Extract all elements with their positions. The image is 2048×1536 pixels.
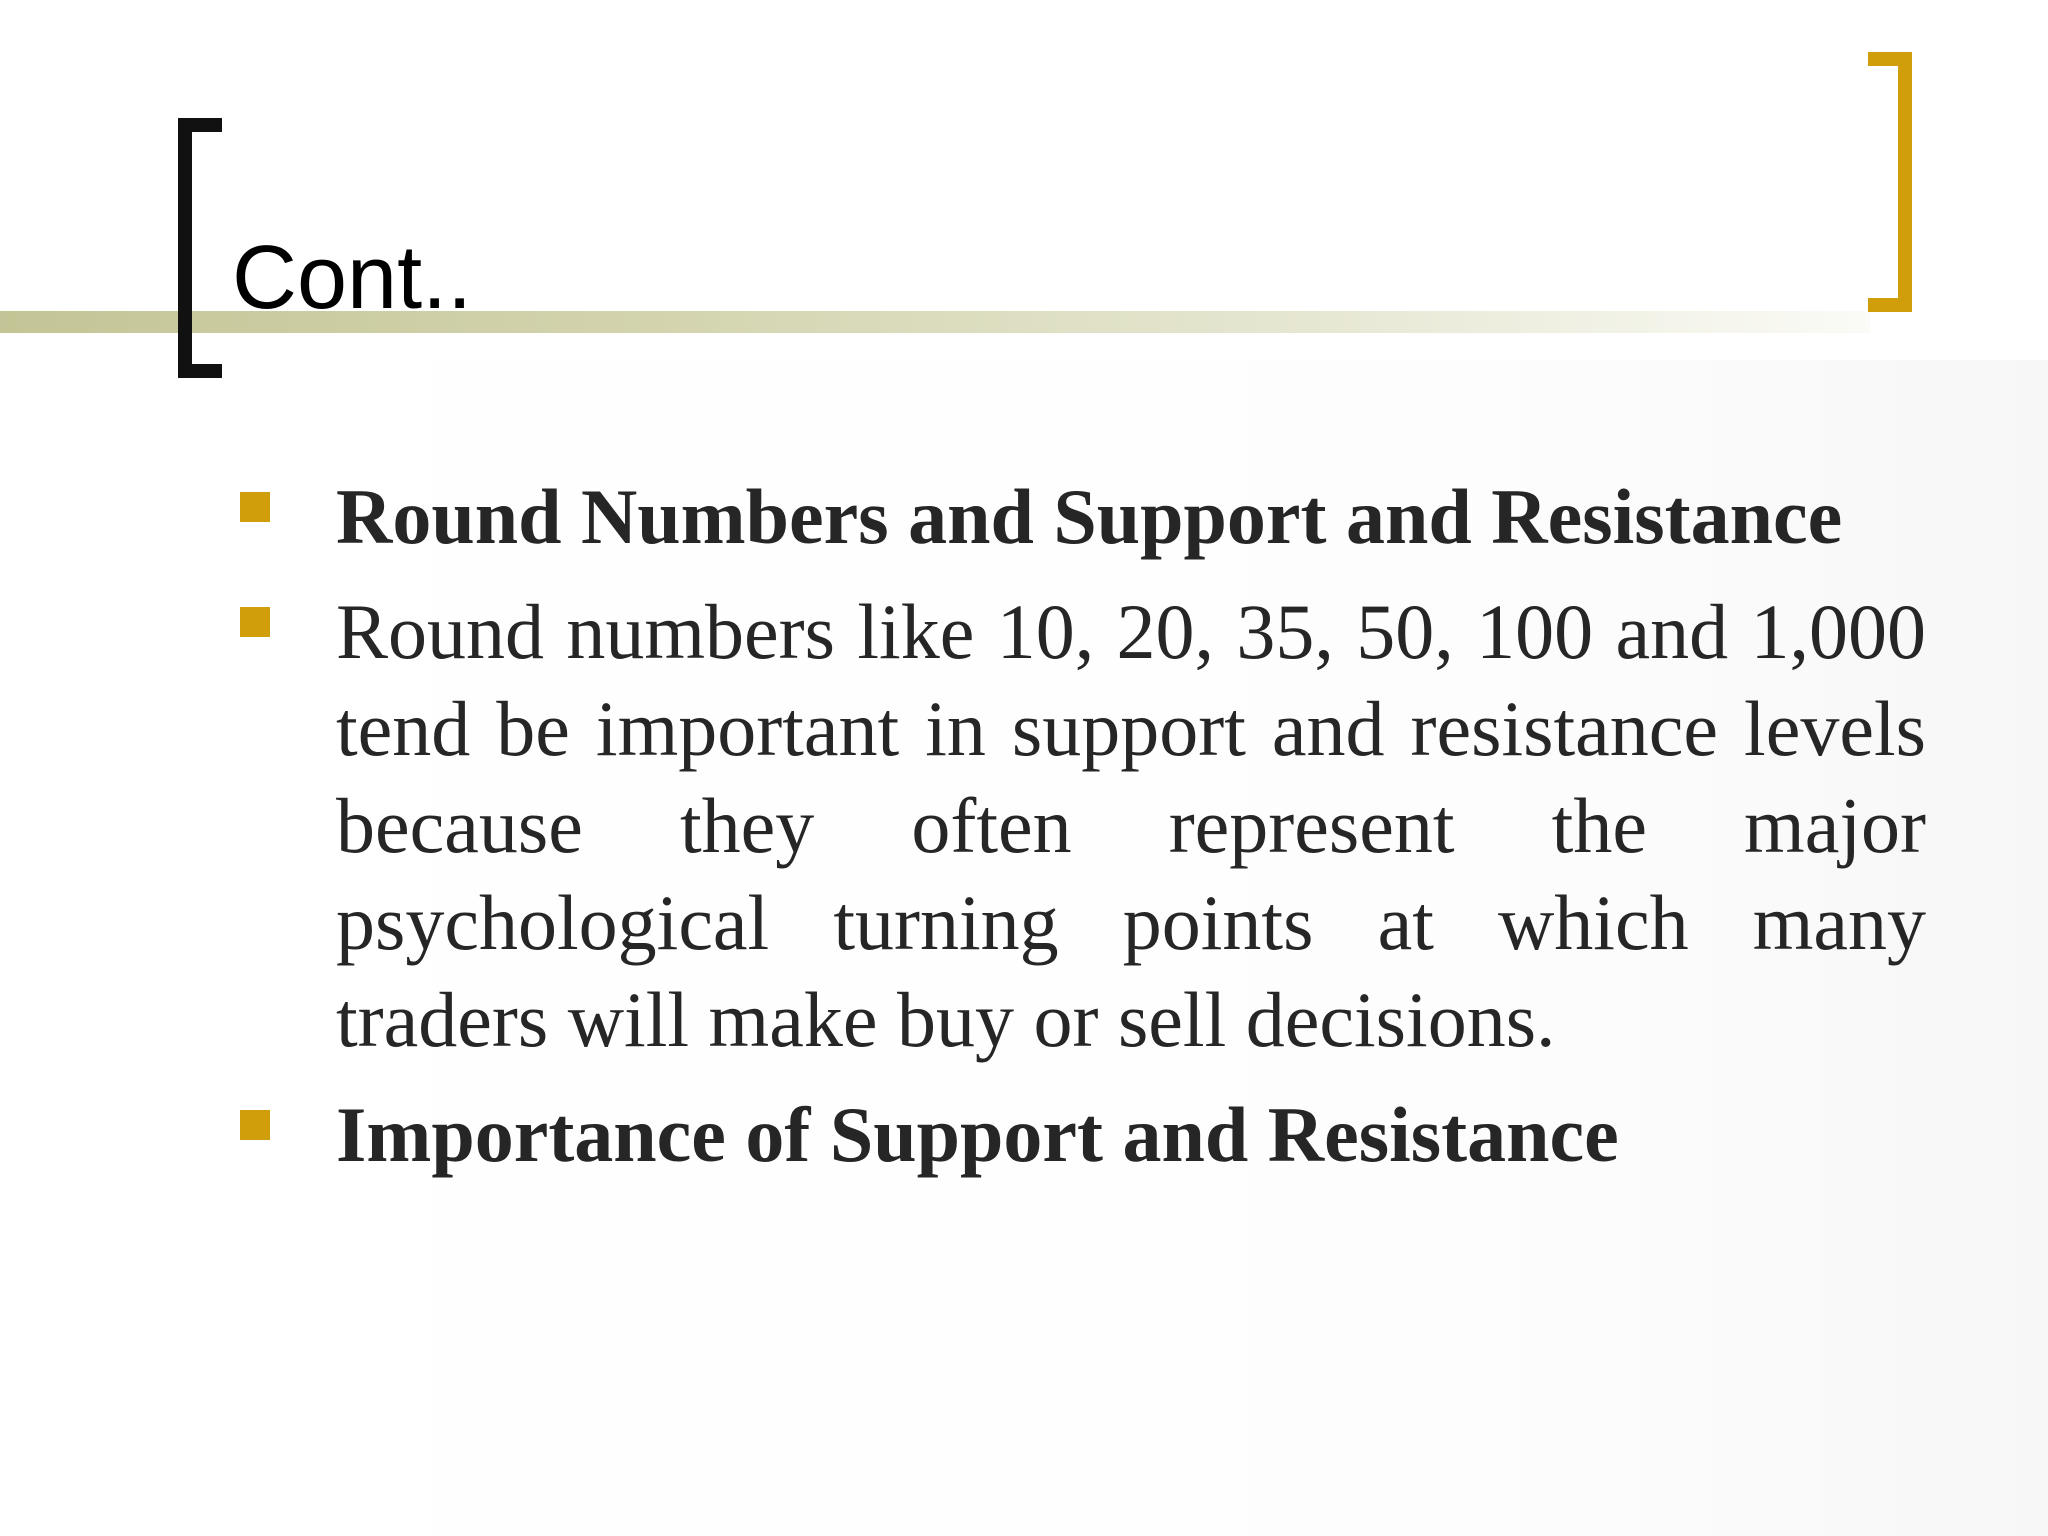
bullet-text: Importance of Support and Resistance <box>336 1091 1619 1178</box>
bullet-list <box>236 468 1926 1201</box>
right-bracket-decoration <box>1868 52 1912 312</box>
bullet-item <box>236 583 1926 1068</box>
bullet-text: Round numbers like 10, 20, 35, 50, 100 and 1,000 tend be important in support and resistance levels because they often represent the major psychological turning points at which many traders will make buy or sell decisions. <box>336 588 1926 1063</box>
bullet-text: Round Numbers and Support and Resistance <box>336 473 1843 560</box>
square-bullet-icon <box>240 1110 270 1140</box>
left-bracket-decoration <box>178 118 222 378</box>
square-bullet-icon <box>240 607 270 637</box>
square-bullet-icon <box>240 492 270 522</box>
slide-title: Cont.. <box>232 228 473 328</box>
bullet-item <box>236 468 1926 565</box>
bullet-item <box>236 1086 1926 1183</box>
